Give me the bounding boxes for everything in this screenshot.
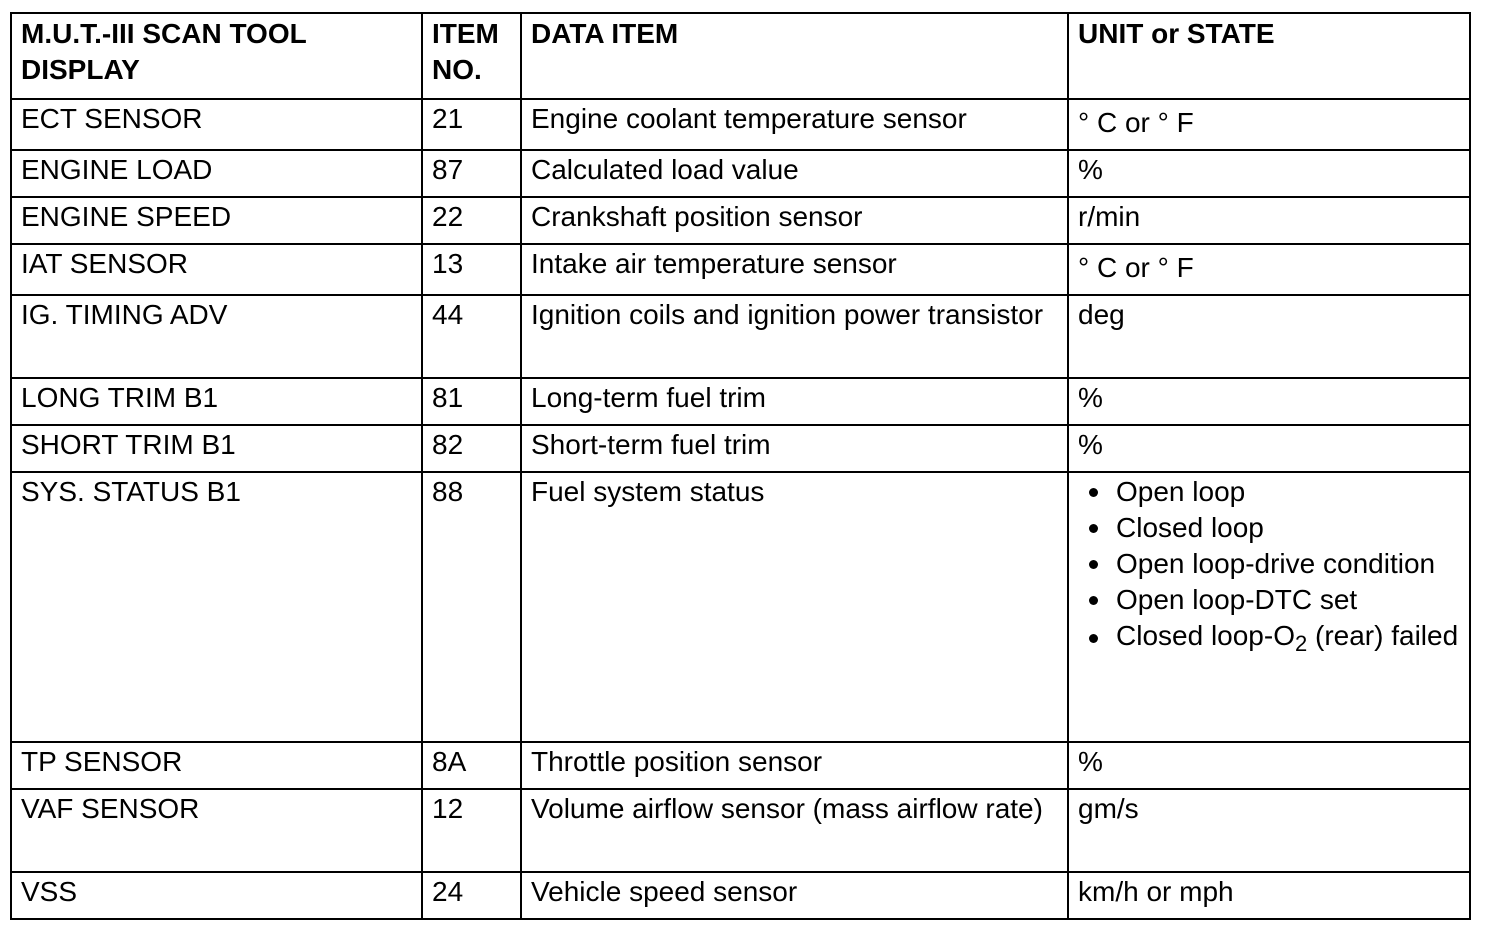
- header-data-item: DATA ITEM: [521, 13, 1068, 99]
- cell-data-item: Volume airflow sensor (mass airflow rate): [521, 789, 1068, 872]
- bullet-icon: [1089, 488, 1098, 497]
- cell-item-no: 12: [422, 789, 521, 872]
- status-text-subscript: 2: [1294, 631, 1308, 656]
- cell-data-item: Calculated load value: [521, 150, 1068, 197]
- status-list-item: [1078, 546, 1461, 582]
- cell-item-no: 87: [422, 150, 521, 197]
- table-row: [11, 197, 1470, 244]
- bullet-icon: [1089, 560, 1098, 569]
- header-item-no: ITEM NO.: [422, 13, 521, 99]
- cell-unit: r/min: [1068, 197, 1470, 244]
- cell-display: TP SENSOR: [11, 742, 422, 789]
- status-text: Open loop: [1116, 476, 1246, 507]
- cell-item-no: 22: [422, 197, 521, 244]
- cell-data-item: Engine coolant temperature sensor: [521, 99, 1068, 150]
- table-row: [11, 244, 1470, 295]
- cell-display: IAT SENSOR: [11, 244, 422, 295]
- header-display: M.U.T.-III SCAN TOOL DISPLAY: [11, 13, 422, 99]
- cell-unit: [1068, 472, 1470, 742]
- cell-unit: %: [1068, 742, 1470, 789]
- cell-item-no: 24: [422, 872, 521, 919]
- status-text: [1116, 620, 1459, 656]
- unit-text: ° C or ° F: [1078, 252, 1194, 283]
- status-list-item: [1078, 582, 1461, 618]
- cell-unit: deg: [1068, 295, 1470, 378]
- cell-item-no: 81: [422, 378, 521, 425]
- cell-display: SYS. STATUS B1: [11, 472, 422, 742]
- unit-text: ° C or ° F: [1078, 107, 1194, 138]
- status-list-item: [1078, 474, 1461, 510]
- cell-item-no: 21: [422, 99, 521, 150]
- cell-item-no: 13: [422, 244, 521, 295]
- status-list-item: [1078, 618, 1461, 654]
- status-text: Open loop-drive condition: [1116, 548, 1436, 579]
- cell-unit: %: [1068, 378, 1470, 425]
- cell-data-item: Ignition coils and ignition power transistor: [521, 295, 1068, 378]
- table-row: [11, 295, 1470, 378]
- table-row: [11, 742, 1470, 789]
- cell-data-item: Vehicle speed sensor: [521, 872, 1068, 919]
- cell-unit: gm/s: [1068, 789, 1470, 872]
- status-text: Open loop-DTC set: [1116, 584, 1358, 615]
- cell-display: VAF SENSOR: [11, 789, 422, 872]
- cell-display: SHORT TRIM B1: [11, 425, 422, 472]
- status-list-item: [1078, 510, 1461, 546]
- cell-item-no: 88: [422, 472, 521, 742]
- cell-item-no: 8A: [422, 742, 521, 789]
- table-row: [11, 378, 1470, 425]
- bullet-icon: [1089, 524, 1098, 533]
- status-list: [1078, 474, 1461, 654]
- table-row: [11, 99, 1470, 150]
- bullet-icon: [1089, 596, 1098, 605]
- table-row: [11, 150, 1470, 197]
- cell-unit: [1068, 244, 1470, 295]
- cell-item-no: 44: [422, 295, 521, 378]
- status-text-prefix: Closed loop-O: [1116, 620, 1295, 651]
- cell-display: ENGINE SPEED: [11, 197, 422, 244]
- cell-data-item: Throttle position sensor: [521, 742, 1068, 789]
- cell-data-item: Fuel system status: [521, 472, 1068, 742]
- cell-data-item: Long-term fuel trim: [521, 378, 1068, 425]
- cell-display: ECT SENSOR: [11, 99, 422, 150]
- cell-data-item: Crankshaft position sensor: [521, 197, 1068, 244]
- table-row: [11, 789, 1470, 872]
- status-text-suffix: (rear) failed: [1307, 620, 1459, 651]
- header-row: [11, 13, 1470, 99]
- bullet-icon: [1089, 634, 1098, 643]
- table-row: [11, 425, 1470, 472]
- scan-tool-data-table: [10, 12, 1471, 920]
- cell-unit: %: [1068, 425, 1470, 472]
- header-unit: UNIT or STATE: [1068, 13, 1470, 99]
- cell-unit: [1068, 99, 1470, 150]
- cell-data-item: Intake air temperature sensor: [521, 244, 1068, 295]
- cell-display: LONG TRIM B1: [11, 378, 422, 425]
- cell-unit: km/h or mph: [1068, 872, 1470, 919]
- cell-data-item: Short-term fuel trim: [521, 425, 1068, 472]
- status-text: Closed loop: [1116, 512, 1264, 543]
- cell-unit: %: [1068, 150, 1470, 197]
- table-row: [11, 472, 1470, 742]
- cell-item-no: 82: [422, 425, 521, 472]
- table-row: [11, 872, 1470, 919]
- cell-display: IG. TIMING ADV: [11, 295, 422, 378]
- cell-display: ENGINE LOAD: [11, 150, 422, 197]
- cell-display: VSS: [11, 872, 422, 919]
